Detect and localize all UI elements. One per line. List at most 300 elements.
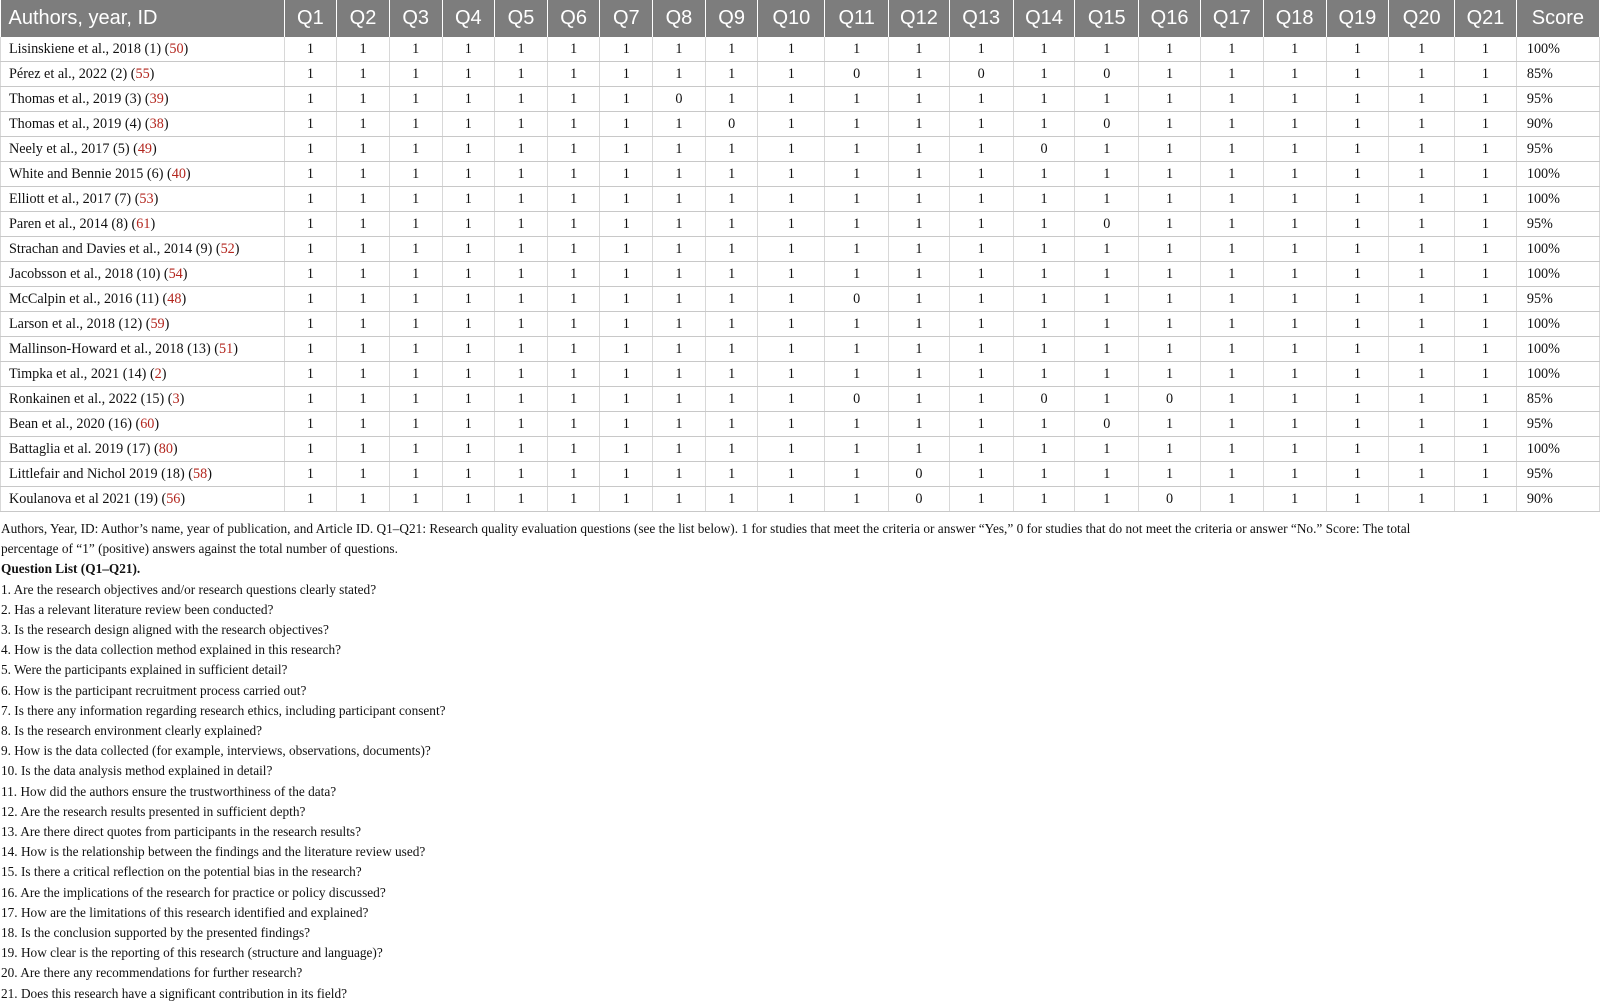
table-row [1, 487, 1600, 512]
author-cell [1, 37, 285, 62]
table-row [1, 62, 1600, 87]
table-row [1, 162, 1600, 187]
score-cell-q7: 1 [600, 412, 653, 437]
score-cell-q21: 1 [1455, 362, 1517, 387]
table-row [1, 437, 1600, 462]
column-header-authors: Authors, year, ID [1, 0, 285, 37]
reference-link[interactable]: 50 [169, 40, 184, 57]
score-cell-q6: 1 [547, 62, 600, 87]
score-cell-q14: 1 [1013, 262, 1075, 287]
author-text-tail: ) [163, 90, 169, 107]
author-cell [1, 237, 285, 262]
author-cell [1, 162, 285, 187]
score-cell-q10: 1 [758, 437, 825, 462]
question-item: 12. Are the research results presented in sufficient depth? [1, 803, 306, 819]
score-cell-q5: 1 [495, 212, 548, 237]
score-cell-q9: 1 [705, 462, 758, 487]
score-cell-q6: 1 [547, 137, 600, 162]
score-cell-q17: 1 [1200, 137, 1263, 162]
score-cell-q21: 1 [1455, 187, 1517, 212]
score-cell-q4: 1 [442, 162, 495, 187]
score-cell-q11: 1 [825, 312, 889, 337]
score-cell-q17: 1 [1200, 462, 1263, 487]
score-cell-q1: 1 [284, 287, 337, 312]
score-cell-q20: 1 [1389, 62, 1455, 87]
score-cell-q8: 1 [653, 37, 706, 62]
author-text: Thomas et al., 2019 (3) ( [9, 90, 150, 107]
score-cell-q1: 1 [284, 87, 337, 112]
score-cell-q8: 0 [653, 87, 706, 112]
author-cell [1, 412, 285, 437]
score-cell-q13: 1 [949, 137, 1013, 162]
score-cell-q5: 1 [495, 37, 548, 62]
score-cell-q11: 1 [825, 237, 889, 262]
score-cell-q15: 1 [1075, 237, 1139, 262]
score-cell-q6: 1 [547, 287, 600, 312]
reference-link[interactable]: 54 [168, 265, 183, 282]
score-cell-q9: 1 [705, 87, 758, 112]
score-cell-q12: 1 [889, 437, 950, 462]
score-cell-q20: 1 [1389, 187, 1455, 212]
score-cell-q9: 1 [705, 62, 758, 87]
score-cell-q15: 1 [1075, 287, 1139, 312]
score-cell-q6: 1 [547, 262, 600, 287]
score-cell-q5: 1 [495, 362, 548, 387]
author-cell [1, 462, 285, 487]
score-cell-q2: 1 [337, 262, 390, 287]
total-score-cell: 100% [1516, 262, 1599, 287]
total-score-cell: 100% [1516, 337, 1599, 362]
score-cell-q11: 1 [825, 137, 889, 162]
score-cell-q12: 1 [889, 137, 950, 162]
question-item: 11. How did the authors ensure the trustworthiness of the data? [1, 783, 337, 799]
column-header-q5: Q5 [495, 0, 548, 37]
score-cell-q15: 1 [1075, 387, 1139, 412]
score-cell-q11: 1 [825, 462, 889, 487]
score-cell-q13: 1 [949, 412, 1013, 437]
total-score-cell: 100% [1516, 162, 1599, 187]
score-cell-q18: 1 [1263, 462, 1326, 487]
table-row [1, 212, 1600, 237]
author-cell [1, 137, 285, 162]
score-cell-q20: 1 [1389, 412, 1455, 437]
total-score-cell: 85% [1516, 387, 1599, 412]
question-item: 3. Is the research design aligned with the research objectives? [1, 622, 329, 638]
score-cell-q21: 1 [1455, 62, 1517, 87]
score-cell-q20: 1 [1389, 462, 1455, 487]
score-cell-q6: 1 [547, 462, 600, 487]
score-cell-q16: 1 [1139, 312, 1201, 337]
score-cell-q17: 1 [1200, 162, 1263, 187]
score-cell-q6: 1 [547, 237, 600, 262]
total-score-cell: 95% [1516, 287, 1599, 312]
score-cell-q15: 0 [1075, 62, 1139, 87]
score-cell-q17: 1 [1200, 287, 1263, 312]
score-cell-q7: 1 [600, 312, 653, 337]
score-cell-q20: 1 [1389, 87, 1455, 112]
score-cell-q17: 1 [1200, 112, 1263, 137]
score-cell-q8: 1 [653, 287, 706, 312]
score-cell-q18: 1 [1263, 312, 1326, 337]
score-cell-q21: 1 [1455, 87, 1517, 112]
score-cell-q14: 1 [1013, 337, 1075, 362]
author-text-tail: ) [182, 265, 188, 282]
score-cell-q2: 1 [337, 112, 390, 137]
score-cell-q7: 1 [600, 462, 653, 487]
author-cell [1, 262, 285, 287]
score-cell-q6: 1 [547, 362, 600, 387]
score-cell-q10: 1 [758, 412, 825, 437]
total-score-cell: 100% [1516, 312, 1599, 337]
score-cell-q10: 1 [758, 387, 825, 412]
score-cell-q3: 1 [389, 212, 442, 237]
score-cell-q6: 1 [547, 312, 600, 337]
question-item: 17. How are the limitations of this research identified and explained? [1, 904, 369, 920]
score-cell-q1: 1 [284, 312, 337, 337]
score-cell-q19: 1 [1326, 312, 1389, 337]
score-cell-q16: 0 [1139, 487, 1201, 512]
score-cell-q2: 1 [337, 87, 390, 112]
author-text-tail: ) [183, 40, 189, 57]
score-cell-q2: 1 [337, 212, 390, 237]
reference-link[interactable]: 51 [219, 340, 234, 357]
score-cell-q7: 1 [600, 87, 653, 112]
reference-link[interactable]: 40 [171, 165, 186, 182]
author-cell [1, 437, 285, 462]
total-score-cell: 95% [1516, 137, 1599, 162]
score-cell-q20: 1 [1389, 262, 1455, 287]
score-cell-q4: 1 [442, 87, 495, 112]
author-text: Neely et al., 2017 (5) ( [9, 140, 138, 157]
score-cell-q17: 1 [1200, 87, 1263, 112]
score-cell-q10: 1 [758, 312, 825, 337]
reference-link[interactable]: 3 [172, 390, 180, 407]
score-cell-q9: 1 [705, 237, 758, 262]
author-text-tail: ) [161, 365, 167, 382]
score-cell-q18: 1 [1263, 387, 1326, 412]
score-cell-q5: 1 [495, 387, 548, 412]
author-text-tail: ) [185, 165, 191, 182]
score-cell-q13: 1 [949, 287, 1013, 312]
score-cell-q9: 1 [705, 487, 758, 512]
score-cell-q2: 1 [337, 462, 390, 487]
score-cell-q16: 1 [1139, 337, 1201, 362]
author-text: Ronkainen et al., 2022 (15) ( [9, 390, 173, 407]
total-score-cell: 100% [1516, 187, 1599, 212]
score-cell-q10: 1 [758, 62, 825, 87]
score-cell-q7: 1 [600, 287, 653, 312]
score-cell-q7: 1 [600, 362, 653, 387]
reference-link[interactable]: 52 [220, 240, 235, 257]
score-cell-q3: 1 [389, 112, 442, 137]
reference-link[interactable]: 49 [137, 140, 153, 157]
author-text: White and Bennie 2015 (6) ( [9, 165, 172, 182]
score-cell-q11: 0 [825, 287, 889, 312]
score-cell-q16: 1 [1139, 137, 1201, 162]
score-cell-q4: 1 [442, 262, 495, 287]
score-cell-q11: 0 [825, 62, 889, 87]
score-cell-q19: 1 [1326, 287, 1389, 312]
reference-link[interactable]: 59 [150, 315, 165, 332]
score-cell-q16: 1 [1139, 37, 1201, 62]
score-cell-q11: 1 [825, 187, 889, 212]
score-cell-q9: 1 [705, 312, 758, 337]
author-text-tail: ) [172, 440, 178, 457]
score-cell-q18: 1 [1263, 262, 1326, 287]
author-text-tail: ) [153, 190, 159, 207]
score-cell-q20: 1 [1389, 337, 1455, 362]
score-cell-q2: 1 [337, 337, 390, 362]
score-cell-q15: 1 [1075, 187, 1139, 212]
score-cell-q12: 1 [889, 112, 950, 137]
author-text-tail: ) [154, 415, 160, 432]
score-cell-q3: 1 [389, 337, 442, 362]
score-cell-q14: 1 [1013, 437, 1075, 462]
score-cell-q14: 1 [1013, 212, 1075, 237]
reference-link[interactable]: 80 [158, 440, 173, 457]
score-cell-q14: 1 [1013, 487, 1075, 512]
score-cell-q14: 1 [1013, 37, 1075, 62]
score-cell-q9: 1 [705, 137, 758, 162]
column-header-q18: Q18 [1263, 0, 1326, 37]
table-row [1, 287, 1600, 312]
total-score-cell: 100% [1516, 37, 1599, 62]
score-cell-q8: 1 [653, 387, 706, 412]
score-cell-q7: 1 [600, 487, 653, 512]
author-text: Koulanova et al 2021 (19) ( [9, 490, 167, 507]
reference-link[interactable]: 58 [193, 465, 208, 482]
score-cell-q18: 1 [1263, 362, 1326, 387]
score-cell-q5: 1 [495, 162, 548, 187]
score-cell-q13: 1 [949, 387, 1013, 412]
score-cell-q12: 1 [889, 37, 950, 62]
column-header-q1: Q1 [284, 0, 337, 37]
total-score-cell: 95% [1516, 87, 1599, 112]
question-item: 9. How is the data collected (for example, interviews, observations, documents)? [1, 743, 431, 759]
score-cell-q4: 1 [442, 462, 495, 487]
score-cell-q21: 1 [1455, 337, 1517, 362]
score-cell-q6: 1 [547, 387, 600, 412]
score-cell-q4: 1 [442, 337, 495, 362]
score-cell-q7: 1 [600, 262, 653, 287]
question-item: 10. Is the data analysis method explained in detail? [1, 763, 273, 779]
table-row [1, 462, 1600, 487]
author-cell [1, 487, 285, 512]
score-cell-q8: 1 [653, 162, 706, 187]
score-cell-q14: 1 [1013, 62, 1075, 87]
score-cell-q3: 1 [389, 137, 442, 162]
score-cell-q8: 1 [653, 337, 706, 362]
score-cell-q12: 1 [889, 62, 950, 87]
score-cell-q5: 1 [495, 412, 548, 437]
score-cell-q1: 1 [284, 437, 337, 462]
score-cell-q11: 1 [825, 112, 889, 137]
score-cell-q10: 1 [758, 487, 825, 512]
score-cell-q4: 1 [442, 187, 495, 212]
reference-link[interactable]: 55 [135, 65, 150, 82]
question-list [1, 580, 1601, 1004]
reference-link[interactable]: 53 [139, 190, 154, 207]
score-cell-q5: 1 [495, 237, 548, 262]
score-cell-q14: 1 [1013, 187, 1075, 212]
score-cell-q8: 1 [653, 62, 706, 87]
score-cell-q12: 1 [889, 287, 950, 312]
author-text: Elliott et al., 2017 (7) ( [9, 190, 140, 207]
reference-link[interactable]: 56 [166, 490, 181, 507]
score-cell-q10: 1 [758, 287, 825, 312]
score-cell-q10: 1 [758, 37, 825, 62]
column-header-q17: Q17 [1200, 0, 1263, 37]
score-cell-q8: 1 [653, 362, 706, 387]
score-cell-q7: 1 [600, 212, 653, 237]
score-cell-q7: 1 [600, 62, 653, 87]
score-cell-q3: 1 [389, 187, 442, 212]
author-cell [1, 337, 285, 362]
score-cell-q5: 1 [495, 262, 548, 287]
reference-link[interactable]: 38 [149, 115, 164, 132]
reference-link[interactable]: 2 [154, 365, 162, 382]
reference-link[interactable]: 61 [136, 215, 151, 232]
total-score-cell: 85% [1516, 62, 1599, 87]
author-text-tail: ) [180, 490, 186, 507]
score-cell-q12: 1 [889, 387, 950, 412]
score-cell-q4: 1 [442, 387, 495, 412]
score-cell-q12: 1 [889, 162, 950, 187]
author-text: Bean et al., 2020 (16) ( [9, 415, 141, 432]
score-cell-q1: 1 [284, 162, 337, 187]
score-cell-q21: 1 [1455, 412, 1517, 437]
table-row [1, 137, 1600, 162]
score-cell-q1: 1 [284, 37, 337, 62]
score-cell-q20: 1 [1389, 112, 1455, 137]
score-cell-q14: 1 [1013, 462, 1075, 487]
question-item: 15. Is there a critical reflection on the potential bias in the research? [1, 864, 362, 880]
score-cell-q11: 1 [825, 337, 889, 362]
score-cell-q13: 1 [949, 162, 1013, 187]
table-footnote [1, 519, 1601, 1004]
reference-link[interactable]: 39 [149, 90, 164, 107]
score-cell-q7: 1 [600, 112, 653, 137]
score-cell-q20: 1 [1389, 237, 1455, 262]
score-cell-q5: 1 [495, 87, 548, 112]
column-header-q7: Q7 [600, 0, 653, 37]
score-cell-q9: 1 [705, 162, 758, 187]
reference-link[interactable]: 48 [167, 290, 182, 307]
score-cell-q19: 1 [1326, 487, 1389, 512]
author-cell [1, 287, 285, 312]
score-cell-q17: 1 [1200, 412, 1263, 437]
score-cell-q10: 1 [758, 162, 825, 187]
column-header-score: Score [1516, 0, 1599, 37]
score-cell-q8: 1 [653, 312, 706, 337]
score-cell-q19: 1 [1326, 212, 1389, 237]
score-cell-q8: 1 [653, 462, 706, 487]
score-cell-q17: 1 [1200, 237, 1263, 262]
score-cell-q4: 1 [442, 237, 495, 262]
score-cell-q4: 1 [442, 437, 495, 462]
question-item: 13. Are there direct quotes from participants in the research results? [1, 824, 361, 840]
score-cell-q3: 1 [389, 37, 442, 62]
score-cell-q2: 1 [337, 137, 390, 162]
score-cell-q16: 1 [1139, 362, 1201, 387]
score-cell-q11: 1 [825, 362, 889, 387]
score-cell-q1: 1 [284, 187, 337, 212]
question-item: 18. Is the conclusion supported by the presented findings? [1, 925, 311, 941]
score-cell-q16: 1 [1139, 187, 1201, 212]
score-cell-q4: 1 [442, 362, 495, 387]
score-cell-q15: 0 [1075, 212, 1139, 237]
score-cell-q15: 0 [1075, 412, 1139, 437]
score-cell-q16: 1 [1139, 412, 1201, 437]
column-header-q11: Q11 [825, 0, 889, 37]
total-score-cell: 95% [1516, 462, 1599, 487]
reference-link[interactable]: 60 [140, 415, 155, 432]
score-cell-q7: 1 [600, 337, 653, 362]
score-cell-q1: 1 [284, 237, 337, 262]
score-cell-q17: 1 [1200, 212, 1263, 237]
score-cell-q19: 1 [1326, 62, 1389, 87]
score-cell-q15: 1 [1075, 437, 1139, 462]
author-cell [1, 362, 285, 387]
author-cell [1, 62, 285, 87]
score-cell-q11: 1 [825, 212, 889, 237]
score-cell-q13: 1 [949, 312, 1013, 337]
score-cell-q13: 1 [949, 262, 1013, 287]
score-cell-q1: 1 [284, 387, 337, 412]
total-score-cell: 100% [1516, 437, 1599, 462]
score-cell-q12: 1 [889, 312, 950, 337]
score-cell-q15: 1 [1075, 487, 1139, 512]
column-header-q20: Q20 [1389, 0, 1455, 37]
score-cell-q11: 1 [825, 487, 889, 512]
score-cell-q11: 1 [825, 412, 889, 437]
table-row [1, 362, 1600, 387]
score-cell-q4: 1 [442, 212, 495, 237]
column-header-q12: Q12 [889, 0, 950, 37]
author-cell [1, 212, 285, 237]
score-cell-q10: 1 [758, 337, 825, 362]
score-cell-q8: 1 [653, 262, 706, 287]
score-cell-q9: 1 [705, 362, 758, 387]
score-cell-q11: 1 [825, 162, 889, 187]
score-cell-q15: 1 [1075, 362, 1139, 387]
score-cell-q17: 1 [1200, 262, 1263, 287]
column-header-q6: Q6 [547, 0, 600, 37]
table-row [1, 237, 1600, 262]
score-cell-q21: 1 [1455, 287, 1517, 312]
author-text: Timpka et al., 2021 (14) ( [9, 365, 155, 382]
score-cell-q17: 1 [1200, 437, 1263, 462]
score-cell-q20: 1 [1389, 287, 1455, 312]
score-cell-q16: 1 [1139, 462, 1201, 487]
score-cell-q21: 1 [1455, 262, 1517, 287]
author-text-tail: ) [234, 240, 240, 257]
score-cell-q15: 1 [1075, 262, 1139, 287]
score-cell-q7: 1 [600, 187, 653, 212]
score-cell-q21: 1 [1455, 237, 1517, 262]
score-cell-q9: 1 [705, 412, 758, 437]
footnote-line: percentage of “1” (positive) answers against the total number of questions. [1, 541, 398, 557]
score-cell-q3: 1 [389, 62, 442, 87]
score-cell-q18: 1 [1263, 62, 1326, 87]
table-row [1, 37, 1600, 62]
score-cell-q3: 1 [389, 237, 442, 262]
score-cell-q12: 1 [889, 87, 950, 112]
score-cell-q21: 1 [1455, 137, 1517, 162]
score-cell-q4: 1 [442, 62, 495, 87]
score-cell-q10: 1 [758, 187, 825, 212]
column-header-q4: Q4 [442, 0, 495, 37]
